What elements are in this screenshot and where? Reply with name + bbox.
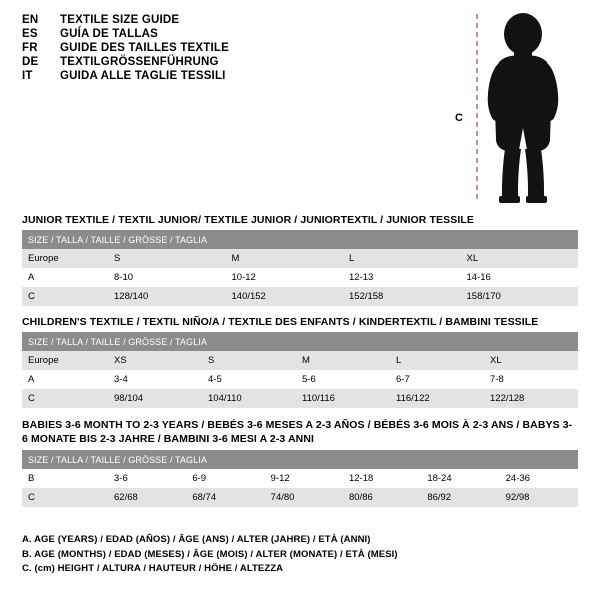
cell: 140/152: [226, 287, 344, 306]
row-label: A: [22, 370, 108, 389]
row-label: Europe: [22, 249, 108, 268]
junior-size-table: [22, 230, 578, 306]
cell: 7-8: [484, 370, 578, 389]
language-title: GUIDE DES TAILLES TEXTILE: [60, 42, 229, 54]
language-title: TEXTILE SIZE GUIDE: [60, 14, 180, 26]
table-header-cell: SIZE / TALLA / TAILLE / GRÖSSE / TAGLIA: [22, 230, 578, 249]
cell: 24-36: [500, 469, 578, 488]
language-row: [22, 70, 442, 82]
child-silhouette-icon: [455, 8, 590, 208]
table-header-cell: SIZE / TALLA / TAILLE / GRÖSSE / TAGLIA: [22, 332, 578, 351]
cell: 9-12: [265, 469, 343, 488]
cell: 18-24: [421, 469, 499, 488]
table-row: [22, 469, 578, 488]
cell: 128/140: [108, 287, 226, 306]
language-title: GUIDA ALLE TAGLIE TESSILI: [60, 70, 226, 82]
legend-line-b: B. AGE (MONTHS) / EDAD (MESES) / ÂGE (MOIS) / ALTER (MONATE) / ETÀ (MESI): [22, 548, 398, 560]
cell: XS: [108, 351, 202, 370]
language-code: ES: [22, 28, 38, 40]
table-header-row: [22, 450, 578, 469]
row-label: C: [22, 389, 108, 408]
cell: 80/86: [343, 488, 421, 507]
cell: 110/116: [296, 389, 390, 408]
cell: M: [296, 351, 390, 370]
cell: M: [226, 249, 344, 268]
cell: 4-5: [202, 370, 296, 389]
language-title: GUÍA DE TALLAS: [60, 28, 158, 40]
language-header: [22, 14, 442, 84]
cell: 74/80: [265, 488, 343, 507]
cell: L: [343, 249, 461, 268]
row-label: A: [22, 268, 108, 287]
legend-line-c: C. (cm) HEIGHT / ALTURA / HAUTEUR / HÖHE / ALTEZZA: [22, 563, 284, 574]
language-code: DE: [22, 56, 39, 68]
cell: 62/68: [108, 488, 186, 507]
table-row: [22, 268, 578, 287]
table-header-cell: SIZE / TALLA / TAILLE / GRÖSSE / TAGLIA: [22, 450, 578, 469]
cell: 116/122: [390, 389, 484, 408]
cell: 10-12: [226, 268, 344, 287]
cell: 92/98: [500, 488, 578, 507]
table-row: [22, 249, 578, 268]
cell: 152/158: [343, 287, 461, 306]
table-header-row: [22, 230, 578, 249]
cell: 104/110: [202, 389, 296, 408]
row-label: Europe: [22, 351, 108, 370]
language-code: EN: [22, 14, 39, 26]
cell: 3-6: [108, 469, 186, 488]
cell: 12-13: [343, 268, 461, 287]
language-row: [22, 14, 442, 26]
language-code: FR: [22, 42, 38, 54]
section-junior-textile: [22, 214, 578, 306]
table-row: [22, 287, 578, 306]
section-babies-textile: [22, 418, 578, 507]
language-title: TEXTILGRÖSSENFÜHRUNG: [60, 56, 219, 68]
cell: 12-18: [343, 469, 421, 488]
row-label: B: [22, 469, 108, 488]
cell: 122/128: [484, 389, 578, 408]
row-label: C: [22, 287, 108, 306]
table-row: [22, 370, 578, 389]
cell: 3-4: [108, 370, 202, 389]
table-row: [22, 351, 578, 370]
cell: 68/74: [186, 488, 264, 507]
table-header-row: [22, 332, 578, 351]
cell: L: [390, 351, 484, 370]
table-row: [22, 488, 578, 507]
children-size-table: [22, 332, 578, 408]
language-code: IT: [22, 70, 33, 82]
section-title: JUNIOR TEXTILE / TEXTIL JUNIOR/ TEXTILE JUNIOR / JUNIORTEXTIL / JUNIOR TESSILE: [22, 214, 474, 226]
section-title: BABIES 3-6 MONTH TO 2-3 YEARS / BEBÉS 3-6 MESES A 2-3 AÑOS / BÉBÉS 3-6 MOIS À 2-3 ANS / BABYS 3-6 MONATE BIS 2-3 JAHRE / BAMBINI 3-6 MESI A 2-3 ANNI: [22, 419, 573, 445]
cell: XL: [484, 351, 578, 370]
cell: 158/170: [461, 287, 579, 306]
babies-size-table: [22, 450, 578, 507]
child-silhouette-figure: [455, 8, 590, 208]
cell: 6-9: [186, 469, 264, 488]
language-row: [22, 42, 442, 54]
cell: 6-7: [390, 370, 484, 389]
language-row: [22, 28, 442, 40]
legend-block: [22, 533, 582, 577]
cell: S: [202, 351, 296, 370]
section-childrens-textile: [22, 316, 578, 408]
legend-line-a: A. AGE (YEARS) / EDAD (AÑOS) / ÂGE (ANS) / ALTER (JAHRE) / ETÀ (ANNI): [22, 534, 371, 545]
cell: XL: [461, 249, 579, 268]
table-row: [22, 389, 578, 408]
height-measure-label: C: [455, 112, 463, 124]
row-label: C: [22, 488, 108, 507]
cell: 98/104: [108, 389, 202, 408]
cell: S: [108, 249, 226, 268]
language-row: [22, 56, 442, 68]
cell: 8-10: [108, 268, 226, 287]
silhouette-shape: [488, 13, 559, 203]
cell: 14-16: [461, 268, 579, 287]
cell: 86/92: [421, 488, 499, 507]
cell: 5-6: [296, 370, 390, 389]
section-title: CHILDREN'S TEXTILE / TEXTIL NIÑO/A / TEXTILE DES ENFANTS / KINDERTEXTIL / BAMBINI TESSILE: [22, 316, 539, 328]
